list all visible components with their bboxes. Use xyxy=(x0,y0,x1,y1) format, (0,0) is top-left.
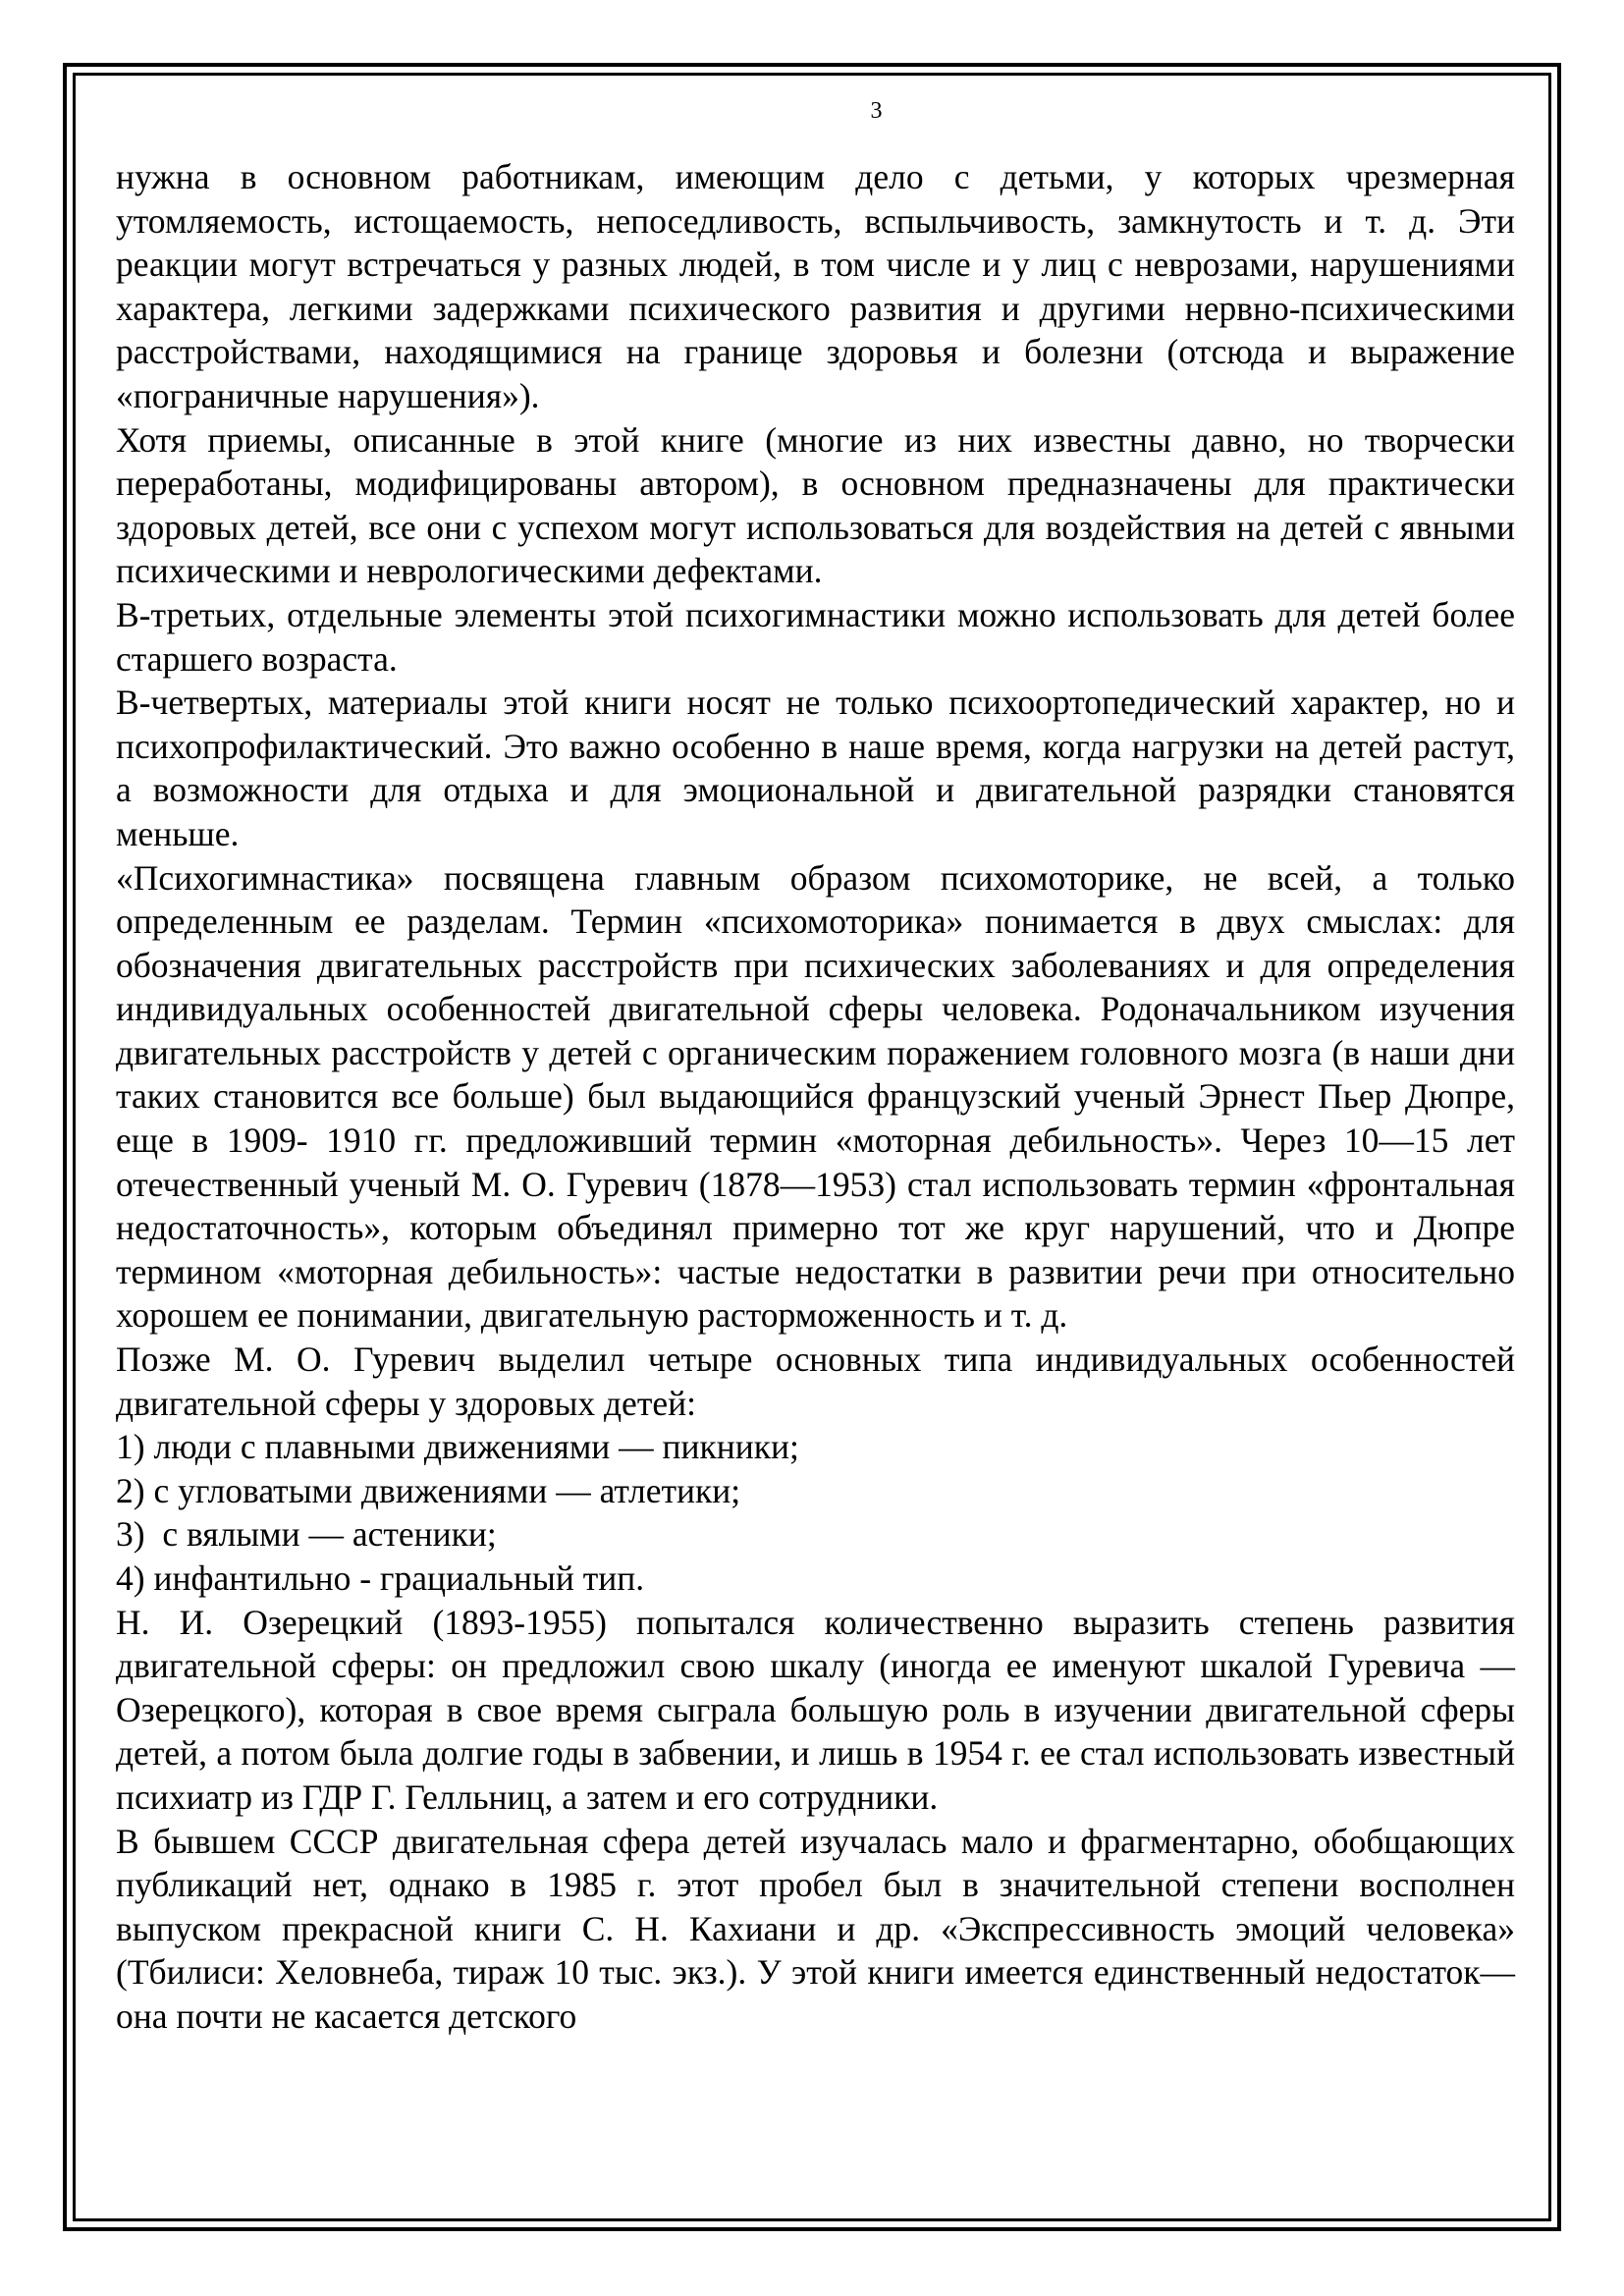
list-item-1: 1) люди с плавными движениями — пикники; xyxy=(116,1427,799,1467)
paragraph-8: В бывшем СССР двигательная сфера детей изучалась мало и фрагментарно, обобщающих публикаций нет, однако в 1985 г. этот пробел был в значительной степени восполнен выпуском прекрасной книги С. Н. Кахиани и др. «Экспрессивность эмоций человека» (Тбилиси: Хеловнеба, тираж 10 тыс. экз.). У этой книги имеется единственный недостаток—она почти не касается детского xyxy=(116,1821,1515,2036)
list-item-2: 2) с угловатыми движениями — атлетики; xyxy=(116,1470,741,1510)
paragraph-7: Н. И. Озерецкий (1893-1955) попытался количественно выразить степень развития двигательной сферы: он предложил свою шкалу (иногда ее именуют шкалой Гуревича — Озерецкого), которая в свое время сыграла большую роль в изучении двигательной сферы детей, а потом была долгие годы в забвении, и лишь в 1954 г. ее стал использовать известный психиатр из ГДР Г. Гелльниц, а затем и его сотрудники. xyxy=(116,1602,1515,1817)
paragraph-6: Позже М. О. Гуревич выделил четыре основных типа индивидуальных особенностей двигательной сферы у здоровых детей: xyxy=(116,1339,1515,1423)
paragraph-4: В-четвертых, материалы этой книги носят не только психоортопедический характер, но и психопрофилактический. Это важно особенно в наше время, когда нагрузки на детей растут, а возможности для отдыха и для эмоциональной и двигательной разрядки становятся меньше. xyxy=(116,683,1515,853)
paragraph-2: Хотя приемы, описанные в этой книге (многие из них известны давно, но творчески переработаны, модифицированы автором), в основном предназначены для практически здоровых детей, все они с успехом могут использоваться для воздействия на детей с явными психическими и неврологическими дефектами. xyxy=(116,419,1515,591)
page-number: 3 xyxy=(870,98,883,124)
list-item-4: 4) инфантильно - грациальный тип. xyxy=(116,1558,645,1598)
paragraph-5: «Психогимнастика» посвящена главным образом психомоторике, не всей, а только определенным ее разделам. Термин «психомоторика» понимается в двух смыслах: для обозначения двигательных расстройств при психических заболеваниях и для определения индивидуальных особенностей двигательной сферы человека. Родоначальником изучения двигательных расстройств у детей с органическим поражением головного мозга (в наши дни таких становится все больше) был выдающийся французский ученый Эрнест Пьер Дюпре, еще в 1909- 1910 гг. предложивший термин «моторная дебильность». Через 10—15 лет отечественный ученый М. О. Гуревич (1878—1953) стал использовать термин «фронтальная недостаточность», которым объединял примерно тот же круг нарушений, что и Дюпре термином «моторная дебильность»: частые недостатки в развитии речи при относительно хорошем ее понимании, двигательную расторможенность и т. д. xyxy=(116,857,1515,1336)
paragraph-3: В-третьих, отдельные элементы этой психогимнастики можно использовать для детей более старшего возраста. xyxy=(116,594,1515,679)
list-item-3: 3) с вялыми — астеники; xyxy=(116,1514,497,1555)
page-body xyxy=(116,155,1515,2039)
paragraph-1: нужна в основном работникам, имеющим дело с детьми, у которых чрезмерная утомляемость, истощаемость, непоседливость, вспыльчивость, замкнутость и т. д. Эти реакции могут встречаться у разных людей, в том числе и у лиц с неврозами, нарушениями характера, легкими задержками психического развития и другими нервно-психическими расстройствами, находящимися на границе здоровья и болезни (отсюда и выражение «пограничные нарушения»). xyxy=(116,157,1515,415)
